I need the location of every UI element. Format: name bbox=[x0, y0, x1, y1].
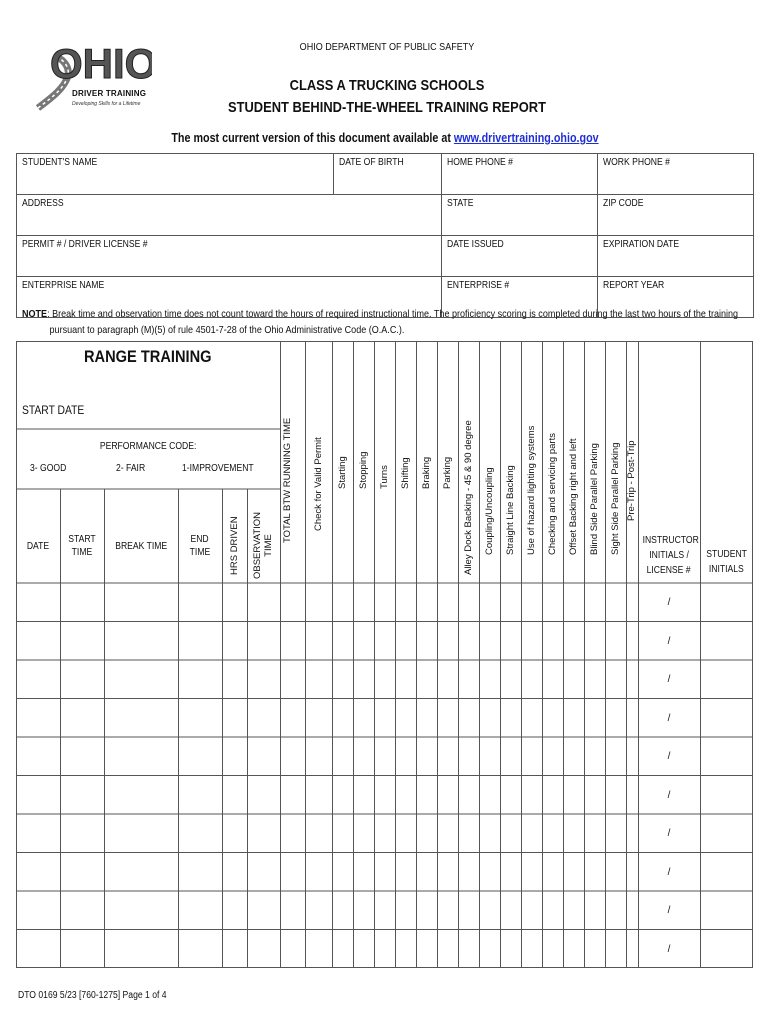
form-title-line2: STUDENT BEHIND-THE-WHEEL TRAINING REPORT bbox=[228, 99, 546, 116]
skill-header-blind-side-parallel-parking: Blind Side Parallel Parking bbox=[588, 443, 600, 555]
col-break-time-header: BREAK TIME bbox=[115, 541, 167, 552]
performance-code-label: PERFORMANCE CODE: bbox=[99, 441, 197, 452]
logo-subtitle: DRIVER TRAINING bbox=[72, 89, 147, 98]
skill-header-use-of-hazard-lighting-systems: Use of hazard lighting systems bbox=[525, 425, 537, 555]
instructor-slash: / bbox=[667, 828, 671, 839]
instructor-slash: / bbox=[667, 674, 671, 685]
instructor-slash: / bbox=[667, 751, 671, 762]
col-start-time-header: START TIME bbox=[68, 534, 96, 558]
date-of-birth-field[interactable]: DATE OF BIRTH bbox=[334, 154, 442, 195]
skill-header-check-for-valid-permit: Check for Valid Permit bbox=[312, 437, 324, 531]
current-version-notice bbox=[131, 131, 638, 145]
ohio-driver-training-logo bbox=[34, 36, 152, 112]
enterprise-number-field[interactable]: ENTERPRISE # bbox=[442, 277, 598, 318]
col-student-header: STUDENT INITIALS bbox=[706, 549, 747, 575]
state-field[interactable]: STATE bbox=[442, 195, 598, 236]
grid-lines bbox=[16, 341, 753, 968]
students-name-field[interactable]: STUDENT'S NAME bbox=[17, 154, 334, 195]
skill-header-coupling-uncoupling: Coupling/Uncoupling bbox=[483, 467, 495, 555]
report-year-field[interactable]: REPORT YEAR bbox=[598, 277, 754, 318]
skill-header-turns: Turns bbox=[378, 465, 390, 489]
start-date-label: START DATE bbox=[22, 403, 85, 417]
col-end-time-header: END TIME bbox=[189, 534, 211, 558]
skill-header-sight-side-parallel-parking: Sight Side Parallel Parking bbox=[609, 442, 621, 555]
range-training-title: RANGE TRAINING bbox=[84, 347, 212, 366]
agency-name: OHIO DEPARTMENT OF PUBLIC SAFETY bbox=[299, 41, 475, 53]
instructor-slash: / bbox=[667, 943, 671, 955]
skill-header-shifting: Shifting bbox=[399, 457, 411, 489]
instructor-slash: / bbox=[667, 789, 671, 801]
skill-header-straight-line-backing: Straight Line Backing bbox=[504, 465, 516, 555]
note-line2: pursuant to paragraph (M)(5) of rule 4501-7-28 of the Ohio Administrative Code (O.A.C.). bbox=[49, 324, 405, 336]
svg-text:OHIO: OHIO bbox=[50, 40, 152, 87]
current-version-text: The most current version of this document available at bbox=[171, 131, 454, 145]
code-improvement: 1-IMPROVEMENT bbox=[182, 463, 254, 474]
note-paragraph bbox=[22, 306, 752, 338]
col-observation-time-header: OBSERVATION TIME bbox=[252, 511, 274, 579]
skill-header-parking: Parking bbox=[441, 456, 453, 489]
student-info-table bbox=[16, 153, 754, 318]
instructor-slash: / bbox=[667, 712, 671, 724]
instructor-slash: / bbox=[667, 905, 671, 916]
code-fair: 2- FAIR bbox=[116, 463, 146, 474]
skill-header-alley-dock-backing-45-90-degree: Alley Dock Backing - 45 & 90 degree bbox=[462, 420, 474, 575]
address-field[interactable]: ADDRESS bbox=[17, 195, 442, 236]
skill-header-pre-trip-post-trip: Pre-Trip - Post-Trip bbox=[626, 440, 637, 521]
zip-code-field[interactable]: ZIP CODE bbox=[598, 195, 754, 236]
home-phone-field[interactable]: HOME PHONE # bbox=[442, 154, 598, 195]
col-instructor-header: INSTRUCTOR INITIALS / LICENSE # bbox=[642, 535, 699, 576]
form-title-line1: CLASS A TRUCKING SCHOOLS bbox=[289, 77, 485, 94]
date-issued-field[interactable]: DATE ISSUED bbox=[442, 236, 598, 277]
enterprise-name-field[interactable]: ENTERPRISE NAME bbox=[17, 277, 442, 318]
skill-header-checking-and-servicing-parts: Checking and servicing parts bbox=[546, 433, 558, 555]
range-training-grid bbox=[16, 341, 753, 968]
instructor-slash: / bbox=[667, 635, 671, 647]
instructor-slash: / bbox=[667, 866, 671, 878]
skill-header-stopping: Stopping bbox=[357, 451, 369, 489]
col-hrs-driven-header: HRS DRIVEN bbox=[229, 516, 240, 575]
skill-header-braking: Braking bbox=[420, 456, 432, 489]
col-total-btw-header: TOTAL BTW RUNNING TIME bbox=[282, 417, 293, 543]
note-label: NOTE bbox=[22, 308, 48, 320]
work-phone-field[interactable]: WORK PHONE # bbox=[598, 154, 754, 195]
drivertraining-link[interactable]: www.drivertraining.ohio.gov bbox=[453, 131, 599, 145]
instructor-slash: / bbox=[667, 597, 671, 608]
col-date-header: DATE bbox=[26, 541, 50, 552]
expiration-date-field[interactable]: EXPIRATION DATE bbox=[598, 236, 754, 277]
form-footer-id: DTO 0169 5/23 [760-1275] Page 1 of 4 bbox=[18, 990, 167, 1001]
note-line1: : Break time and observation time does not count toward the hours of required instructional time. The proficiency scoring is completed during the last two hours of the training bbox=[47, 308, 739, 320]
skill-header-starting: Starting bbox=[336, 456, 348, 489]
code-good: 3- GOOD bbox=[30, 463, 67, 474]
permit-license-field[interactable]: PERMIT # / DRIVER LICENSE # bbox=[17, 236, 442, 277]
skill-header-offset-backing-right-and-left: Offset Backing right and left bbox=[567, 438, 579, 555]
logo-tagline: Developing Skills for a Lifetime bbox=[72, 101, 141, 107]
